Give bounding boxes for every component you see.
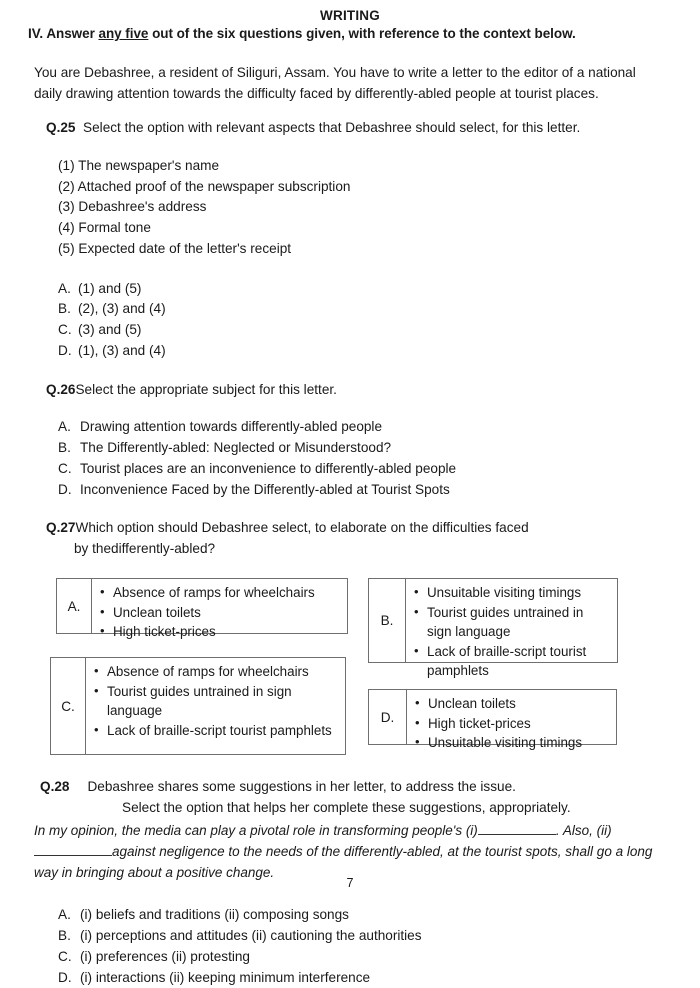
option-text: (2), (3) and (4): [78, 301, 166, 317]
question-28-prompt: [40, 777, 700, 818]
bullet-icon: •: [94, 663, 99, 679]
option-letter: D.: [369, 690, 407, 744]
question-28-number: Q.28: [40, 779, 70, 795]
question-25-text: Select the option with relevant aspects that Debashree should select, for this letter.: [83, 120, 581, 136]
list-item-label: Lack of braille-script tourist pamphlets: [107, 722, 332, 738]
list-item-label: High ticket-prices: [428, 715, 531, 731]
option-text: The Differently-abled: Neglected or Misunderstood?: [80, 440, 392, 456]
bullet-icon: •: [414, 642, 419, 658]
question-27-prompt: [46, 518, 700, 538]
section-title: WRITING: [320, 8, 380, 23]
option-letter: C.: [58, 460, 72, 476]
option-letter: C.: [58, 322, 72, 338]
option-letter: C.: [51, 658, 86, 754]
bullet-icon: •: [94, 682, 99, 698]
option-letter: A.: [58, 419, 71, 435]
option-box-b[interactable]: [368, 578, 618, 678]
question-26-options: [58, 417, 700, 500]
bullet-icon: •: [414, 603, 419, 619]
option-items: [406, 579, 617, 678]
option-c[interactable]: [58, 459, 700, 480]
question-28-text-line2: Select the option that helps her complete these suggestions, appropriately.: [122, 799, 571, 815]
option-box-a[interactable]: [56, 578, 348, 640]
option-text: (1) and (5): [78, 280, 142, 296]
list-item: [94, 721, 339, 740]
list-item: (4) Formal tone: [58, 220, 151, 236]
option-letter: A.: [57, 579, 92, 633]
list-item: [414, 603, 611, 642]
option-a[interactable]: [58, 279, 700, 300]
option-a[interactable]: [58, 417, 700, 438]
page-number: 7: [346, 876, 354, 890]
option-text: (1), (3) and (4): [78, 343, 166, 359]
list-item: (1) The newspaper's name: [58, 157, 220, 173]
blank-ii[interactable]: [34, 844, 112, 856]
list-item-label: Unclean toilets: [428, 696, 516, 712]
option-letter: B.: [58, 440, 71, 456]
list-item: [415, 733, 582, 752]
option-items: [407, 690, 588, 751]
question-26: [0, 380, 700, 501]
option-letter: D.: [58, 481, 72, 497]
exam-page: [0, 8, 700, 985]
option-a[interactable]: [58, 905, 700, 926]
passage-part-3: against negligence to the needs of the differently-abled, at the tourist spots, shall go a long way in bringing about a positive change.: [34, 844, 653, 881]
bullet-icon: •: [415, 695, 420, 711]
passage-part-2: . Also, (ii): [555, 823, 612, 839]
list-item: [94, 682, 339, 721]
option-letter: B.: [369, 579, 406, 662]
bullet-icon: •: [100, 603, 105, 619]
question-28-options: [58, 905, 700, 988]
option-c[interactable]: [58, 320, 700, 341]
option-text: (i) preferences (ii) protesting: [80, 948, 250, 964]
list-item: [100, 583, 315, 602]
list-item-label: Unsuitable visiting timings: [428, 735, 583, 751]
bullet-icon: •: [415, 714, 420, 730]
option-letter: A.: [58, 907, 71, 923]
question-25-number: Q.25: [46, 120, 76, 136]
question-26-text: Select the appropriate subject for this letter.: [75, 381, 337, 397]
option-letter: C.: [58, 948, 72, 964]
bullet-icon: •: [100, 584, 105, 600]
blank-i[interactable]: [478, 823, 556, 835]
bullet-icon: •: [414, 584, 419, 600]
list-item: [100, 622, 315, 641]
option-c[interactable]: [58, 947, 700, 968]
option-items: [86, 658, 345, 754]
list-item: [415, 714, 582, 733]
question-27-text-line2: by thedifferently-abled?: [74, 540, 216, 556]
list-item-label: Lack of braille-script tourist pamphlets: [427, 643, 587, 678]
instruction-emphasis: any five: [98, 26, 149, 41]
option-letter: B.: [58, 927, 71, 943]
list-item-label: Absence of ramps for wheelchairs: [113, 585, 315, 601]
list-item: (2) Attached proof of the newspaper subscription: [58, 178, 351, 194]
option-text: Inconvenience Faced by the Differently-abled at Tourist Spots: [80, 481, 450, 497]
option-text: (i) perceptions and attitudes (ii) cautioning the authorities: [80, 927, 422, 943]
option-b[interactable]: [58, 299, 700, 320]
list-item: [414, 583, 611, 602]
bullet-icon: •: [415, 734, 420, 750]
option-items: [92, 579, 321, 640]
bullet-icon: •: [94, 721, 99, 737]
list-item-label: Tourist guides untrained in sign language: [427, 604, 584, 640]
list-item-label: High ticket-prices: [113, 624, 216, 640]
option-box-c[interactable]: [50, 657, 346, 755]
question-27: [0, 518, 700, 771]
question-27-option-boxes: [0, 575, 700, 771]
list-item: [100, 603, 315, 622]
option-letter: D.: [58, 343, 72, 359]
question-25: [0, 118, 700, 362]
list-item: (3) Debashree's address: [58, 199, 207, 215]
option-text: (3) and (5): [78, 322, 142, 338]
list-item-label: Tourist guides untrained in sign language: [107, 683, 292, 719]
question-27-number: Q.27: [46, 520, 76, 536]
option-b[interactable]: [58, 926, 700, 947]
list-item: [415, 694, 582, 713]
option-d[interactable]: [58, 341, 700, 362]
option-d[interactable]: [58, 480, 700, 501]
list-item: [94, 662, 339, 681]
option-text: Drawing attention towards differently-abled people: [80, 419, 383, 435]
option-text: (i) interactions (ii) keeping minimum interference: [80, 969, 371, 985]
question-25-options: [58, 279, 700, 362]
context-paragraph: You are Debashree, a resident of Siliguri, Assam. You have to write a letter to the editor of a national daily drawing attention towards the difficulty faced by differently-abled people at tourist places.: [34, 65, 636, 101]
question-25-aspect-list: [58, 156, 700, 260]
option-b[interactable]: [58, 438, 700, 459]
question-28-passage: [34, 820, 666, 883]
list-item-label: Absence of ramps for wheelchairs: [107, 664, 309, 680]
passage-part-1: In my opinion, the media can play a pivotal role in transforming people's (i): [34, 823, 478, 839]
list-item: (5) Expected date of the letter's receipt: [58, 240, 292, 256]
list-item: [414, 642, 611, 681]
option-box-d[interactable]: [368, 689, 617, 751]
bullet-icon: •: [100, 623, 105, 639]
option-d[interactable]: [58, 968, 700, 988]
instruction-prefix: IV. Answer: [28, 26, 99, 41]
option-letter: A.: [58, 280, 71, 296]
instruction-line: [28, 26, 700, 41]
option-letter: B.: [58, 301, 71, 317]
instruction-suffix: out of the six questions given, with reference to the context below.: [148, 26, 576, 41]
question-27-text-line1: Which option should Debashree select, to elaborate on the difficulties faced: [75, 520, 529, 536]
option-text: (i) beliefs and traditions (ii) composing songs: [80, 907, 349, 923]
option-text: Tourist places are an inconvenience to differently-abled people: [80, 460, 457, 476]
question-25-prompt: [46, 118, 700, 138]
option-letter: D.: [58, 969, 72, 985]
question-26-number: Q.26: [46, 381, 76, 397]
list-item-label: Unclean toilets: [113, 604, 201, 620]
question-26-prompt: [46, 380, 700, 400]
list-item-label: Unsuitable visiting timings: [427, 585, 582, 601]
question-28-text-line1: Debashree shares some suggestions in her letter, to address the issue.: [87, 779, 516, 795]
